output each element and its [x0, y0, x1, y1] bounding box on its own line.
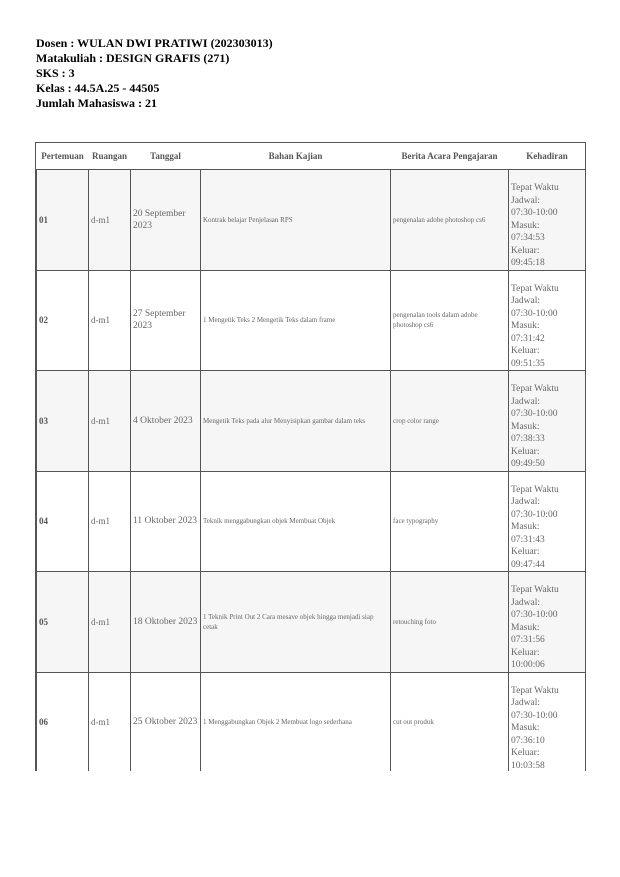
status-text: Tepat Waktu	[511, 685, 559, 696]
masuk-value: 07:31:56	[511, 635, 545, 645]
column-header-ruangan: Ruangan	[89, 143, 131, 170]
masuk-value: 07:36:10	[511, 735, 545, 746]
keluar-label: Keluar:	[511, 547, 540, 557]
table-row	[37, 471, 586, 572]
ruangan-cell: d-m1	[89, 270, 131, 371]
masuk-value: 07:34:53	[511, 233, 545, 243]
status-text: Tepat Waktu	[511, 384, 559, 394]
masuk-value: 07:38:33	[511, 434, 545, 444]
kehadiran-cell	[509, 270, 586, 371]
tanggal-cell: 4 Oktober 2023	[131, 371, 201, 472]
berita-acara-cell: pengenalan tools dalam adobe photoshop cs6	[391, 270, 509, 371]
berita-acara-cell: retouching foto	[391, 572, 509, 673]
pertemuan-cell: 01	[37, 170, 89, 271]
table-row	[37, 672, 586, 771]
jadwal-label: Jadwal:	[511, 698, 541, 708]
table-row	[37, 371, 586, 472]
keluar-label: Keluar:	[511, 346, 540, 356]
berita-acara-cell: pengenalan adobe photoshop cs6	[391, 170, 509, 271]
column-header-berita-acara: Berita Acara Pengajaran	[391, 143, 509, 170]
berita-acara-cell: cut out produk	[391, 672, 509, 771]
berita-acara-cell: face typography	[391, 471, 509, 572]
kehadiran-cell	[509, 170, 586, 271]
status-text: Tepat Waktu	[511, 585, 559, 595]
status-text: Tepat Waktu	[511, 283, 559, 294]
jadwal-value: 07:30-10:00	[511, 509, 558, 520]
tanggal-cell: 20 September 2023	[131, 170, 201, 271]
pertemuan-cell: 03	[37, 371, 89, 472]
keluar-value: 10:03:58	[511, 760, 545, 771]
masuk-label: Masuk:	[511, 723, 540, 733]
keluar-label: Keluar:	[511, 245, 540, 256]
kehadiran-cell	[509, 572, 586, 673]
kehadiran-cell	[509, 371, 586, 472]
pertemuan-cell: 06	[37, 672, 89, 771]
table-header-row	[37, 143, 586, 170]
keluar-value: 09:49:50	[511, 459, 545, 469]
berita-acara-cell: crop color range	[391, 371, 509, 472]
matakuliah-line: Matakuliah : DESIGN GRAFIS (271)	[36, 51, 230, 65]
sks-line: SKS : 3	[36, 66, 75, 80]
status-text: Tepat Waktu	[511, 183, 559, 193]
ruangan-cell: d-m1	[89, 170, 131, 271]
dosen-line: Dosen : WULAN DWI PRATIWI (202303013)	[36, 36, 273, 50]
keluar-label: Keluar:	[511, 446, 540, 457]
bahan-kajian-cell: Teknik menggabungkan objek Membuat Objek	[201, 471, 391, 572]
kehadiran-cell	[509, 672, 586, 771]
bahan-kajian-cell: Kontrak belajar Penjelasan RPS	[201, 170, 391, 271]
tanggal-cell: 25 Oktober 2023	[131, 672, 201, 771]
keluar-value: 09:51:35	[511, 358, 545, 369]
tanggal-cell: 18 Oktober 2023	[131, 572, 201, 673]
jadwal-label: Jadwal:	[511, 296, 541, 306]
pertemuan-cell: 05	[37, 572, 89, 673]
masuk-label: Masuk:	[511, 321, 540, 331]
status-text: Tepat Waktu	[511, 484, 559, 495]
jadwal-value: 07:30-10:00	[511, 409, 558, 419]
table-row	[37, 572, 586, 673]
attendance-table	[36, 143, 586, 771]
pertemuan-cell: 04	[37, 471, 89, 572]
bahan-kajian-cell: Mengetik Teks pada alur Menyisipkan gambar dalam teks	[201, 371, 391, 472]
table-row	[37, 270, 586, 371]
keluar-value: 10:00:06	[511, 660, 545, 670]
keluar-label: Keluar:	[511, 647, 540, 658]
tanggal-cell: 27 September 2023	[131, 270, 201, 371]
attendance-table-container	[35, 142, 586, 771]
masuk-label: Masuk:	[511, 421, 540, 432]
jadwal-value: 07:30-10:00	[511, 710, 558, 721]
masuk-value: 07:31:43	[511, 534, 545, 545]
document-header	[36, 36, 273, 111]
ruangan-cell: d-m1	[89, 572, 131, 673]
jadwal-label: Jadwal:	[511, 195, 541, 206]
column-header-tanggal: Tanggal	[131, 143, 201, 170]
keluar-value: 09:47:44	[511, 559, 545, 570]
ruangan-cell: d-m1	[89, 471, 131, 572]
kehadiran-cell	[509, 471, 586, 572]
jadwal-label: Jadwal:	[511, 497, 541, 507]
ruangan-cell: d-m1	[89, 371, 131, 472]
kelas-line: Kelas : 44.5A.25 - 44505	[36, 81, 160, 95]
table-row	[37, 170, 586, 271]
bahan-kajian-cell: 1 Teknik Print Out 2 Cara mesave objek hingga menjadi siap cetak	[201, 572, 391, 673]
ruangan-cell: d-m1	[89, 672, 131, 771]
masuk-value: 07:31:42	[511, 333, 545, 344]
jadwal-label: Jadwal:	[511, 396, 541, 407]
jadwal-value: 07:30-10:00	[511, 208, 558, 218]
pertemuan-cell: 02	[37, 270, 89, 371]
masuk-label: Masuk:	[511, 622, 540, 633]
keluar-value: 09:45:18	[511, 258, 545, 268]
bahan-kajian-cell: 1 Mengetik Teks 2 Mengetik Teks dalam frame	[201, 270, 391, 371]
column-header-bahan-kajian: Bahan Kajian	[201, 143, 391, 170]
tanggal-cell: 11 Oktober 2023	[131, 471, 201, 572]
jadwal-value: 07:30-10:00	[511, 308, 558, 319]
masuk-label: Masuk:	[511, 522, 540, 532]
jadwal-label: Jadwal:	[511, 597, 541, 608]
jadwal-value: 07:30-10:00	[511, 610, 558, 620]
column-header-kehadiran: Kehadiran	[509, 143, 586, 170]
jumlah-mahasiswa-line: Jumlah Mahasiswa : 21	[36, 96, 158, 110]
keluar-label: Keluar:	[511, 748, 540, 758]
table-body	[37, 170, 586, 772]
bahan-kajian-cell: 1 Menggabungkan Objek 2 Membuat logo sederhana	[201, 672, 391, 771]
masuk-label: Masuk:	[511, 220, 540, 231]
column-header-pertemuan: Pertemuan	[37, 143, 89, 170]
